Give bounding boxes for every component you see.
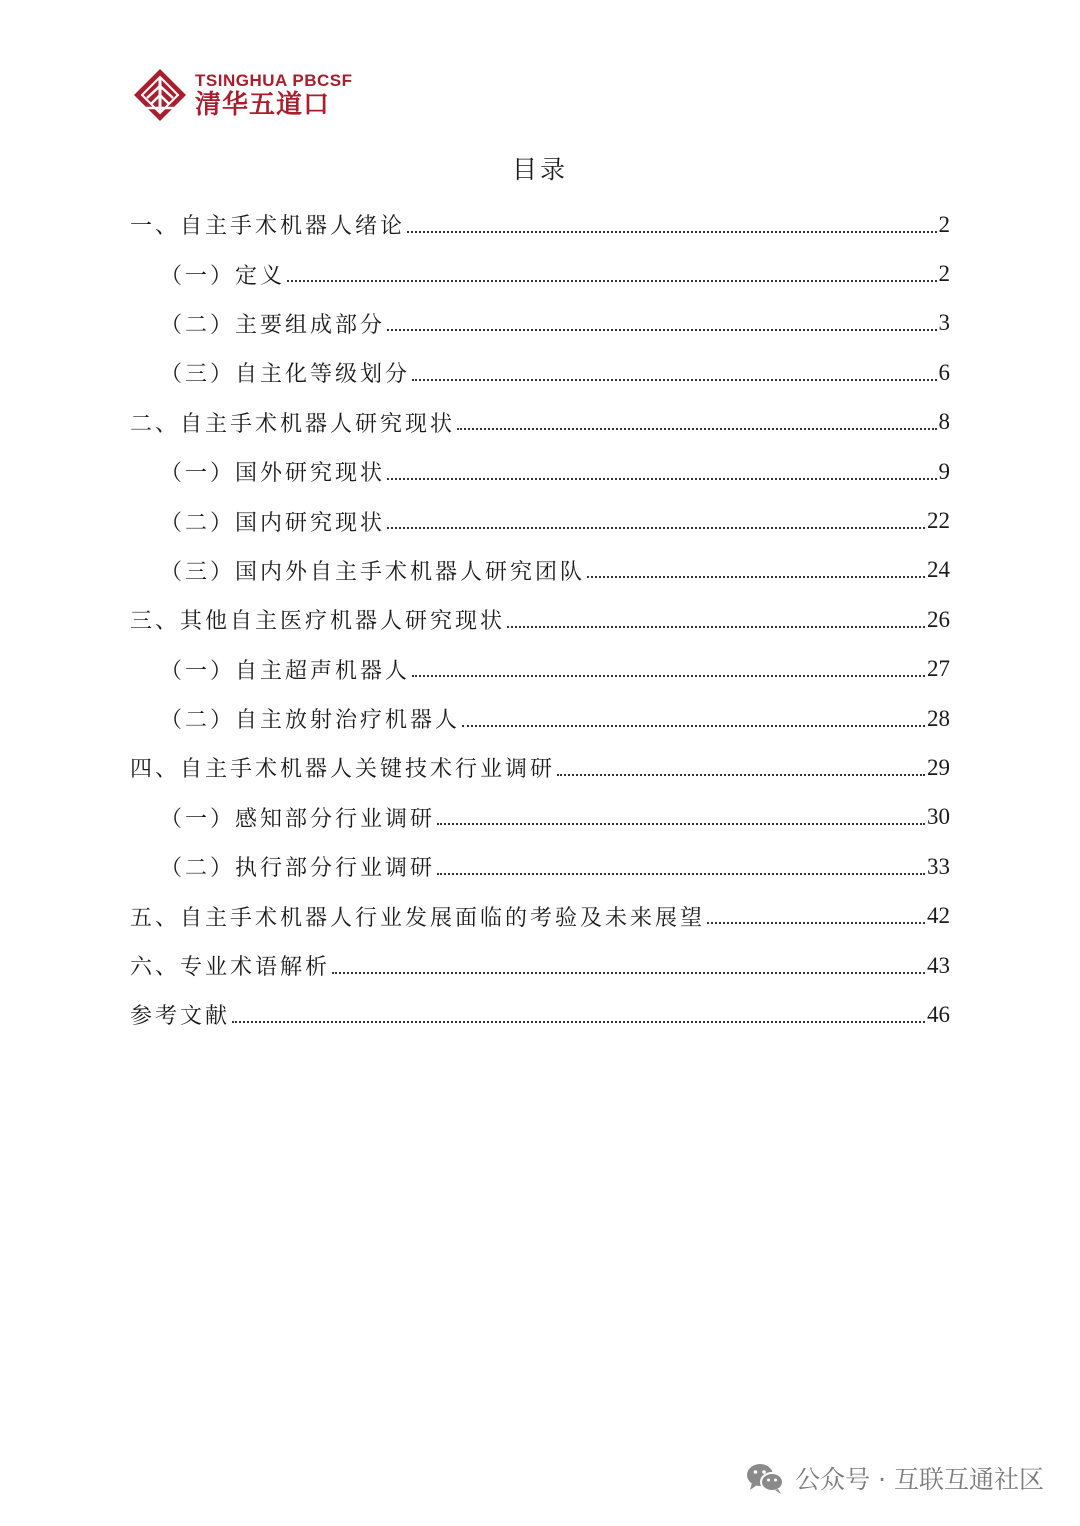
toc-entry-page: 3 bbox=[938, 310, 950, 336]
toc-entry[interactable] bbox=[130, 743, 950, 792]
toc-entry[interactable] bbox=[130, 990, 950, 1039]
toc-entry-page: 6 bbox=[938, 359, 950, 385]
toc-leader-dots bbox=[387, 527, 925, 529]
toc-entry-label: （二）主要组成部分 bbox=[160, 312, 386, 338]
toc-entry-label: 三、其他自主医疗机器人研究现状 bbox=[130, 609, 506, 635]
toc-leader-dots bbox=[587, 576, 925, 578]
toc-entry-page: 28 bbox=[927, 705, 950, 731]
watermark-text: 公众号 · 互联互通社区 bbox=[795, 1465, 1044, 1494]
toc-entry[interactable] bbox=[130, 249, 950, 298]
toc-entry[interactable] bbox=[130, 398, 950, 447]
toc-leader-dots bbox=[287, 280, 936, 282]
toc-entry-page: 2 bbox=[938, 211, 950, 237]
toc-entry-label: 六、专业术语解析 bbox=[130, 955, 331, 981]
logo bbox=[133, 67, 353, 123]
pbcsf-logo-icon bbox=[133, 68, 187, 122]
toc-leader-dots bbox=[412, 675, 925, 677]
toc-entry-page: 26 bbox=[927, 606, 950, 632]
toc-entry[interactable] bbox=[130, 793, 950, 842]
toc-entry-label: （一）感知部分行业调研 bbox=[160, 806, 436, 832]
toc-leader-dots bbox=[437, 823, 925, 825]
toc-entry-label: 一、自主手术机器人绪论 bbox=[130, 214, 406, 240]
toc-entry[interactable] bbox=[130, 299, 950, 348]
toc-leader-dots bbox=[412, 379, 936, 381]
toc-entry-page: 29 bbox=[927, 754, 950, 780]
toc-entry-label: （三）国内外自主手术机器人研究团队 bbox=[160, 559, 586, 585]
toc-leader-dots bbox=[557, 774, 925, 776]
toc-entry[interactable] bbox=[130, 891, 950, 940]
toc-leader-dots bbox=[332, 972, 925, 974]
toc-entry-page: 22 bbox=[927, 508, 950, 534]
toc-entry[interactable] bbox=[130, 348, 950, 397]
toc-entry[interactable] bbox=[130, 595, 950, 644]
toc-entry-page: 42 bbox=[927, 903, 950, 929]
toc-entry-label: （一）自主超声机器人 bbox=[160, 658, 411, 684]
toc-entry[interactable] bbox=[130, 842, 950, 891]
toc-entry-page: 9 bbox=[938, 458, 950, 484]
toc-entry[interactable] bbox=[130, 645, 950, 694]
toc-entry-page: 8 bbox=[938, 409, 950, 435]
toc-entry[interactable] bbox=[130, 447, 950, 496]
toc-entry-label: 五、自主手术机器人行业发展面临的考验及未来展望 bbox=[130, 905, 706, 931]
toc-entry-label: 四、自主手术机器人关键技术行业调研 bbox=[130, 757, 556, 783]
toc-leader-dots bbox=[707, 922, 925, 924]
logo-chinese-name: 清华五道口 bbox=[195, 90, 331, 120]
toc-entry[interactable] bbox=[130, 496, 950, 545]
toc-entry-page: 33 bbox=[927, 853, 950, 879]
wechat-icon bbox=[745, 1461, 785, 1495]
wechat-watermark bbox=[745, 1460, 1044, 1496]
toc-entry[interactable] bbox=[130, 941, 950, 990]
toc-leader-dots bbox=[507, 626, 925, 628]
toc-entry-label: 参考文献 bbox=[130, 1004, 231, 1030]
toc-entry-label: （一）国外研究现状 bbox=[160, 461, 386, 487]
toc-leader-dots bbox=[407, 231, 936, 233]
toc-entry-label: （三）自主化等级划分 bbox=[160, 362, 411, 388]
toc-entry-page: 27 bbox=[927, 656, 950, 682]
toc-entry-label: （一）定义 bbox=[160, 263, 286, 289]
toc-title: 目录 bbox=[511, 155, 568, 184]
toc-entry-page: 43 bbox=[927, 952, 950, 978]
toc-entry-label: （二）国内研究现状 bbox=[160, 510, 386, 536]
toc-entry[interactable] bbox=[130, 694, 950, 743]
toc-leader-dots bbox=[387, 329, 936, 331]
toc-leader-dots bbox=[437, 873, 925, 875]
toc-entry[interactable] bbox=[130, 546, 950, 595]
toc-leader-dots bbox=[457, 428, 936, 430]
toc-entry-label: 二、自主手术机器人研究现状 bbox=[130, 411, 456, 437]
table-of-contents bbox=[130, 200, 950, 1040]
logo-text bbox=[195, 72, 353, 118]
toc-entry-label: （二）执行部分行业调研 bbox=[160, 856, 436, 882]
toc-entry-page: 46 bbox=[927, 1001, 950, 1027]
toc-leader-dots bbox=[232, 1021, 925, 1023]
toc-entry[interactable] bbox=[130, 200, 950, 249]
toc-entry-page: 30 bbox=[927, 804, 950, 830]
toc-entry-page: 24 bbox=[927, 557, 950, 583]
logo-english-name: TSINGHUA PBCSF bbox=[195, 71, 353, 90]
toc-leader-dots bbox=[387, 478, 936, 480]
toc-entry-page: 2 bbox=[938, 261, 950, 287]
toc-entry-label: （二）自主放射治疗机器人 bbox=[160, 708, 461, 734]
toc-leader-dots bbox=[462, 725, 925, 727]
